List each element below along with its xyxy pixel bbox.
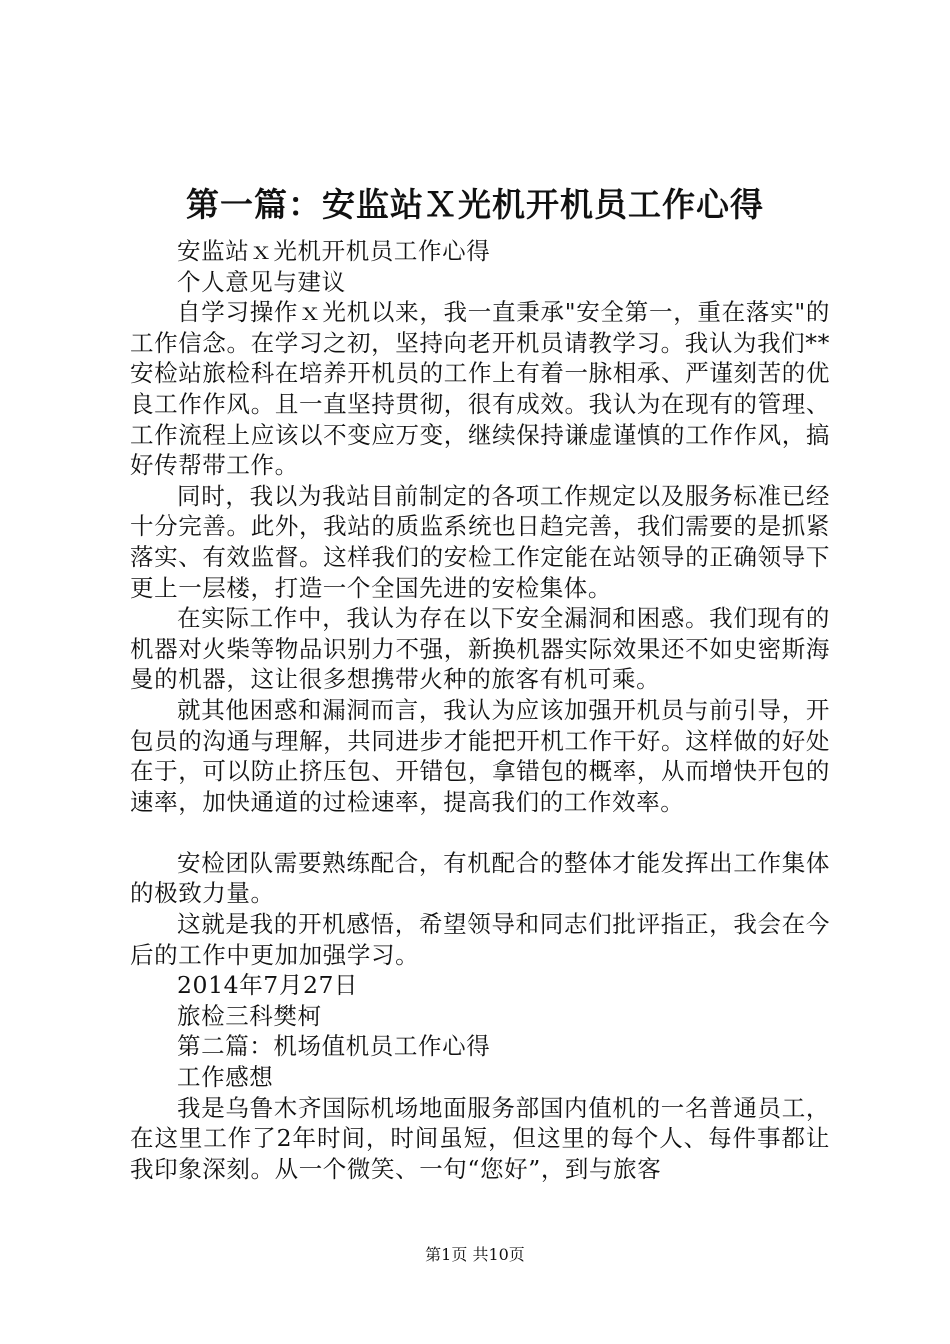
subtitle-line: 安监站ｘ光机开机员工作心得 bbox=[177, 237, 491, 265]
page-number-footer: 第1页 共10页 bbox=[425, 1245, 525, 1264]
paragraph-1: 自学习操作ｘ光机以来，我一直秉承"安全第一，重在落实"的工作信念。在学习之初，坚持向老开机员请教学习。我认为我们**安检站旅检科在培养开机员的工作上有着一脉相承、严谨刻苦的优良工作作风。且一直坚持贯彻，很有成效。我认为在现有的管理、工作流程上应该以不变应万变，继续保持谦虚谨慎的工作作风，搞好传帮带工作。 bbox=[130, 298, 830, 480]
section-heading: 个人意见与建议 bbox=[177, 267, 346, 296]
document-signature: 旅检三科樊柯 bbox=[177, 1001, 322, 1030]
second-article-title: 第二篇：机场值机员工作心得 bbox=[177, 1032, 491, 1061]
document-title: 第一篇：安监站Ｘ光机开机员工作心得 bbox=[186, 185, 764, 224]
paragraph-6: 这就是我的开机感悟，希望领导和同志们批评指正，我会在今后的工作中更加加强学习。 bbox=[130, 910, 830, 969]
second-article-subtitle: 工作感想 bbox=[177, 1063, 274, 1092]
second-article-paragraph: 我是乌鲁木齐国际机场地面服务部国内值机的一名普通员工，在这里工作了2年时间，时间虽短，但这里的每个人、每件事都让我印象深刻。从一个微笑、一句“您好”，到与旅客 bbox=[130, 1093, 830, 1183]
paragraph-3: 在实际工作中，我认为存在以下安全漏洞和困惑。我们现有的机器对火柴等物品识别力不强，新换机器实际效果还不如史密斯海曼的机器，这让很多想携带火种的旅客有机可乘。 bbox=[130, 604, 830, 694]
paragraph-2: 同时，我以为我站目前制定的各项工作规定以及服务标准已经十分完善。此外，我站的质监系统也日趋完善，我们需要的是抓紧落实、有效监督。这样我们的安检工作定能在站领导的正确领导下更上一层楼，打造一个全国先进的安检集体。 bbox=[130, 481, 830, 602]
document-body bbox=[130, 236, 830, 1184]
paragraph-4: 就其他困惑和漏洞而言，我认为应该加强开机员与前引导，开包员的沟通与理解，共同进步才能把开机工作干好。这样做的好处在于，可以防止挤压包、开错包，拿错包的概率，从而增快开包的速率，加快通道的过检速率，提高我们的工作效率。 bbox=[130, 695, 830, 816]
blank-line bbox=[130, 817, 830, 848]
paragraph-5: 安检团队需要熟练配合，有机配合的整体才能发挥出工作集体的极致力量。 bbox=[130, 848, 830, 908]
document-date: 2014年7月27日 bbox=[177, 971, 359, 1000]
